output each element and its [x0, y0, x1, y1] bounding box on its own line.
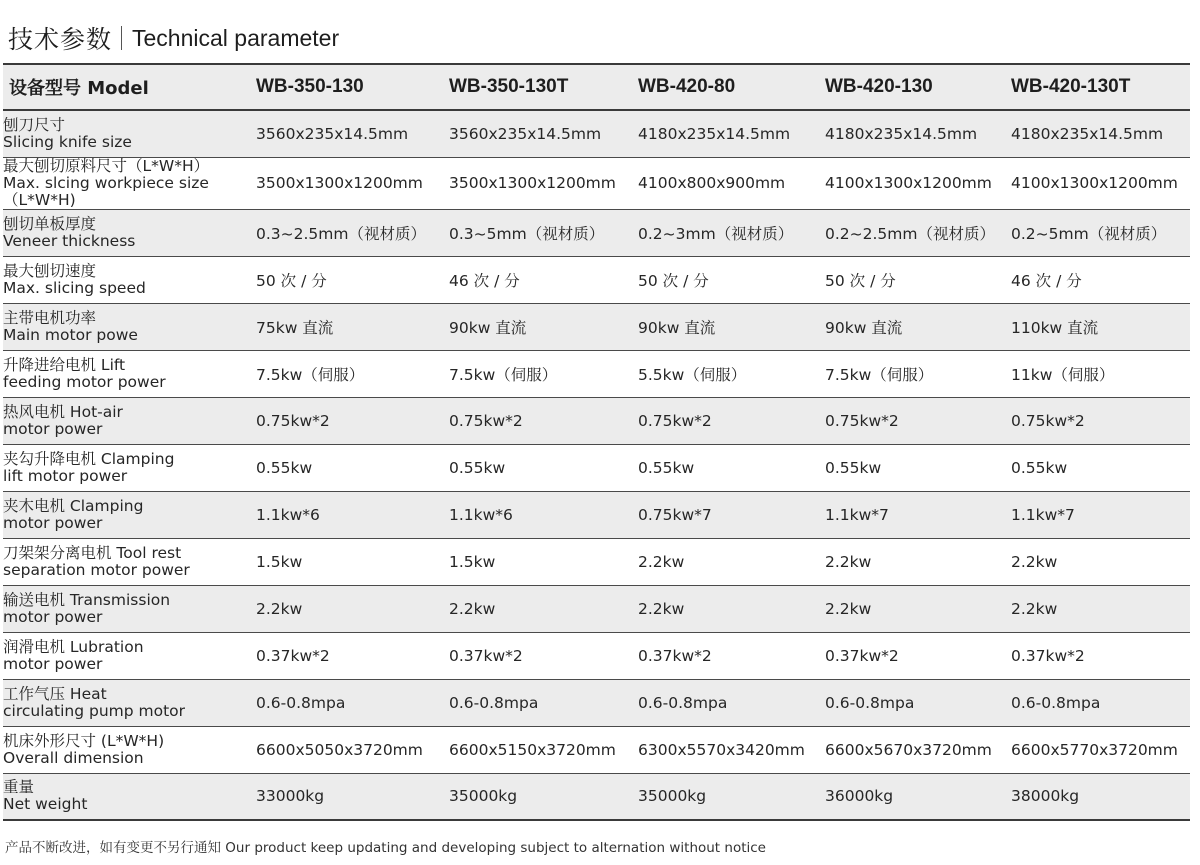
row-label	[3, 632, 256, 679]
cell-value: 1.1kw*6	[256, 491, 449, 538]
cell-value: 2.2kw	[638, 538, 825, 585]
table-row	[3, 303, 1190, 350]
cell-value: 3500x1300x1200mm	[449, 157, 638, 209]
row-label	[3, 538, 256, 585]
row-label-line: Max. slcing workpiece size	[3, 173, 209, 192]
cell-value: 0.3~5mm（视材质）	[449, 209, 638, 256]
cell-value: 2.2kw	[825, 585, 1011, 632]
row-label	[3, 585, 256, 632]
table-row	[3, 256, 1190, 303]
table-row	[3, 157, 1190, 209]
row-label-line: 重量	[3, 778, 35, 797]
cell-value: 0.55kw	[825, 444, 1011, 491]
cell-value: 4180x235x14.5mm	[825, 110, 1011, 157]
cell-value: 0.75kw*2	[638, 397, 825, 444]
cell-value: 1.1kw*7	[825, 491, 1011, 538]
cell-value: 2.2kw	[638, 585, 825, 632]
model-header: WB-420-130	[825, 64, 1011, 110]
cell-value: 2.2kw	[256, 585, 449, 632]
model-header-label: 设备型号 Model	[3, 64, 256, 110]
row-label-line: 刀架架分离电机 Tool rest	[3, 543, 182, 562]
cell-value: 7.5kw（伺服）	[449, 350, 638, 397]
row-label-line: 热风电机 Hot-air	[3, 402, 123, 421]
row-label-line: motor power	[3, 607, 103, 626]
table-row	[3, 491, 1190, 538]
row-label-line: （L*W*H)	[3, 190, 76, 209]
row-label	[3, 491, 256, 538]
cell-value: 0.37kw*2	[638, 632, 825, 679]
cell-value: 7.5kw（伺服）	[256, 350, 449, 397]
cell-value: 3560x235x14.5mm	[449, 110, 638, 157]
cell-value: 11kw（伺服）	[1011, 350, 1190, 397]
row-label	[3, 157, 256, 209]
cell-value: 0.2~2.5mm（视材质）	[825, 209, 1011, 256]
row-label-line: separation motor power	[3, 560, 190, 579]
table-row	[3, 538, 1190, 585]
row-label-line: 最大刨切原料尺寸（L*W*H）	[3, 157, 210, 175]
cell-value: 3560x235x14.5mm	[256, 110, 449, 157]
cell-value: 7.5kw（伺服）	[825, 350, 1011, 397]
cell-value: 6600x5770x3720mm	[1011, 726, 1190, 773]
cell-value: 90kw 直流	[825, 303, 1011, 350]
cell-value: 2.2kw	[1011, 538, 1190, 585]
row-label-line: motor power	[3, 654, 103, 673]
cell-value: 4180x235x14.5mm	[1011, 110, 1190, 157]
model-header: WB-350-130T	[449, 64, 638, 110]
cell-value: 4100x1300x1200mm	[1011, 157, 1190, 209]
footer-note: 产品不断改进，如有变更不另行通知 Our product keep updating and developing subject to alternation without notice	[5, 840, 766, 856]
cell-value: 6600x5150x3720mm	[449, 726, 638, 773]
cell-value: 110kw 直流	[1011, 303, 1190, 350]
cell-value: 0.75kw*7	[638, 491, 825, 538]
table-row	[3, 350, 1190, 397]
cell-value: 0.55kw	[1011, 444, 1190, 491]
row-label	[3, 444, 256, 491]
cell-value: 0.55kw	[449, 444, 638, 491]
row-label-line: 机床外形尺寸 (L*W*H)	[3, 731, 165, 750]
cell-value: 38000kg	[1011, 773, 1190, 820]
row-label-line: circulating pump motor	[3, 701, 186, 720]
cell-value: 0.55kw	[256, 444, 449, 491]
cell-value: 0.37kw*2	[1011, 632, 1190, 679]
cell-value: 36000kg	[825, 773, 1011, 820]
table-row	[3, 679, 1190, 726]
cell-value: 50 次 / 分	[256, 256, 449, 303]
cell-value: 0.37kw*2	[825, 632, 1011, 679]
cell-value: 1.1kw*7	[1011, 491, 1190, 538]
cell-value: 1.5kw	[449, 538, 638, 585]
cell-value: 0.75kw*2	[1011, 397, 1190, 444]
cell-value: 4100x800x900mm	[638, 157, 825, 209]
row-label-line: Slicing knife size	[3, 132, 132, 151]
row-label-line: motor power	[3, 419, 103, 438]
cell-value: 46 次 / 分	[1011, 256, 1190, 303]
row-label-line: 刨切单板厚度	[3, 214, 97, 233]
cell-value: 0.37kw*2	[449, 632, 638, 679]
cell-value: 0.55kw	[638, 444, 825, 491]
table-header-row	[3, 64, 1190, 110]
row-label	[3, 209, 256, 256]
cell-value: 4100x1300x1200mm	[825, 157, 1011, 209]
row-label	[3, 256, 256, 303]
model-header: WB-350-130	[256, 64, 449, 110]
cell-value: 0.75kw*2	[256, 397, 449, 444]
row-label-line: 升降进给电机 Lift	[3, 355, 126, 374]
cell-value: 4180x235x14.5mm	[638, 110, 825, 157]
cell-value: 90kw 直流	[449, 303, 638, 350]
table-row	[3, 209, 1190, 256]
table-row	[3, 632, 1190, 679]
row-label	[3, 350, 256, 397]
row-label-line: motor power	[3, 513, 103, 532]
cell-value: 0.75kw*2	[825, 397, 1011, 444]
row-label-line: 夹勾升降电机 Clamping	[3, 449, 175, 468]
table-row	[3, 397, 1190, 444]
spec-table	[3, 63, 1190, 821]
cell-value: 46 次 / 分	[449, 256, 638, 303]
table-row	[3, 773, 1190, 820]
cell-value: 6600x5050x3720mm	[256, 726, 449, 773]
row-label-line: 润滑电机 Lubration	[3, 637, 144, 656]
cell-value: 0.6-0.8mpa	[449, 679, 638, 726]
model-header: WB-420-130T	[1011, 64, 1190, 110]
row-label-line: Net weight	[3, 795, 88, 814]
table-body	[3, 110, 1190, 820]
row-label-line: 最大刨切速度	[3, 261, 97, 280]
cell-value: 2.2kw	[825, 538, 1011, 585]
cell-value: 3500x1300x1200mm	[256, 157, 449, 209]
row-label-line: 工作气压 Heat	[3, 684, 107, 703]
cell-value: 5.5kw（伺服）	[638, 350, 825, 397]
cell-value: 2.2kw	[1011, 585, 1190, 632]
cell-value: 0.75kw*2	[449, 397, 638, 444]
heading-divider	[121, 26, 122, 50]
cell-value: 0.6-0.8mpa	[256, 679, 449, 726]
table-row	[3, 726, 1190, 773]
cell-value: 0.6-0.8mpa	[825, 679, 1011, 726]
row-label	[3, 773, 256, 820]
row-label	[3, 397, 256, 444]
cell-value: 50 次 / 分	[638, 256, 825, 303]
row-label-line: Main motor powe	[3, 325, 138, 344]
cell-value: 6600x5670x3720mm	[825, 726, 1011, 773]
table-row	[3, 110, 1190, 157]
cell-value: 6300x5570x3420mm	[638, 726, 825, 773]
row-label-line: 主带电机功率	[3, 308, 97, 327]
row-label-line: 刨刀尺寸	[3, 115, 66, 134]
table-row	[3, 444, 1190, 491]
cell-value: 50 次 / 分	[825, 256, 1011, 303]
row-label-line: 输送电机 Transmission	[3, 590, 171, 609]
page-heading	[8, 20, 339, 56]
heading-title-en: Technical parameter	[132, 24, 340, 51]
row-label-line: Overall dimension	[3, 748, 144, 767]
row-label-line: Max. slicing speed	[3, 278, 146, 297]
cell-value: 2.2kw	[449, 585, 638, 632]
cell-value: 35000kg	[638, 773, 825, 820]
cell-value: 1.5kw	[256, 538, 449, 585]
cell-value: 1.1kw*6	[449, 491, 638, 538]
cell-value: 90kw 直流	[638, 303, 825, 350]
cell-value: 35000kg	[449, 773, 638, 820]
cell-value: 0.3~2.5mm（视材质）	[256, 209, 449, 256]
cell-value: 0.2~5mm（视材质）	[1011, 209, 1190, 256]
cell-value: 75kw 直流	[256, 303, 449, 350]
cell-value: 0.6-0.8mpa	[1011, 679, 1190, 726]
row-label-line: 夹木电机 Clamping	[3, 496, 144, 515]
cell-value: 0.37kw*2	[256, 632, 449, 679]
row-label-line: feeding motor power	[3, 372, 166, 391]
row-label	[3, 303, 256, 350]
row-label	[3, 110, 256, 157]
model-header: WB-420-80	[638, 64, 825, 110]
table-row	[3, 585, 1190, 632]
heading-title-cn: 技术参数	[8, 25, 113, 54]
row-label-line: Veneer thickness	[3, 231, 136, 250]
row-label	[3, 726, 256, 773]
cell-value: 33000kg	[256, 773, 449, 820]
cell-value: 0.2~3mm（视材质）	[638, 209, 825, 256]
row-label	[3, 679, 256, 726]
row-label-line: lift motor power	[3, 466, 128, 485]
cell-value: 0.6-0.8mpa	[638, 679, 825, 726]
